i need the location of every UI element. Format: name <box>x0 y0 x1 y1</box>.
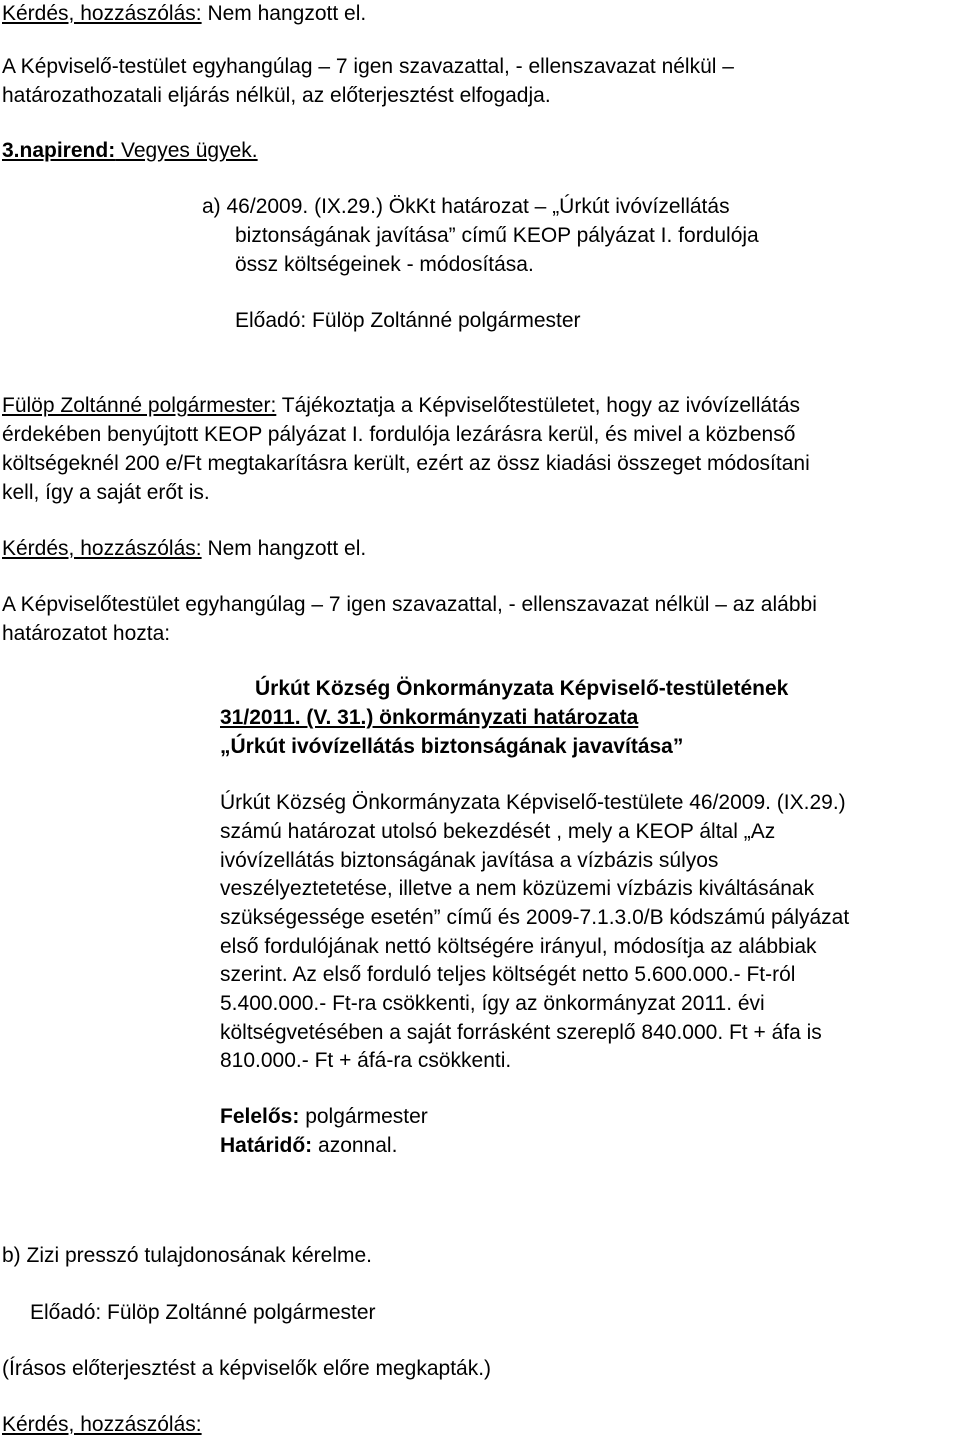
question-label: Kérdés, hozzászólás: <box>2 537 202 560</box>
question-value: Nem hangzott el. <box>201 537 367 560</box>
speech-line-3: költségeknél 200 e/Ft megtakarításra került, ezért az össz kiadási összeget módosítani <box>2 452 810 475</box>
speech-line-2: érdekében benyújtott KEOP pályázat I. fordulója lezárásra kerül, és mivel a közbenső <box>2 423 796 446</box>
presenter-b: Előadó: Fülöp Zoltánné polgármester <box>30 1301 376 1324</box>
responsible-value: polgármester <box>299 1105 428 1128</box>
resolution-body-line: ivóvízellátás biztonságának javítása a vízbázis súlyos <box>220 849 719 872</box>
agenda-title: Vegyes ügyek. <box>115 139 258 162</box>
item-b-title: b) Zizi presszó tulajdonosának kérelme. <box>2 1244 373 1267</box>
resolution-body-line: 810.000.- Ft + áfá-ra csökkenti. <box>220 1049 512 1072</box>
question-line-2 <box>2 536 366 562</box>
speech-line-4: kell, így a saját erőt is. <box>2 481 210 504</box>
question-label: Kérdés, hozzászólás: <box>2 1413 202 1436</box>
resolution-body-line: szükségessége esetén” című és 2009-7.1.3.0/B kódszámú pályázat <box>220 906 850 929</box>
agenda-heading <box>2 138 258 164</box>
question-label: Kérdés, hozzászólás: <box>2 2 202 25</box>
resolution-body-line: veszélyeztetetése, illetve a nem közüzemi vízbázis kiváltásának <box>220 877 815 900</box>
question-line-bottom <box>2 1412 202 1438</box>
resolution-title-3: „Úrkút ivóvízellátás biztonságának javavítása” <box>220 735 684 758</box>
vote-line-1: A Képviselő-testület egyhangúlag – 7 igen szavazattal, - ellenszavazat nélkül – <box>2 55 734 78</box>
written-proposal-note: (Írásos előterjesztést a képviselők előre megkapták.) <box>2 1357 492 1380</box>
item-a-line-2: biztonságának javítása” című KEOP pályázat I. fordulója <box>235 224 759 247</box>
speaker-name: Fülöp Zoltánné polgármester: <box>2 394 277 417</box>
item-a-line-1: a) 46/2009. (IX.29.) ÖkKt határozat – „Úrkút ivóvízellátás <box>202 195 730 218</box>
resolution-title-1: Úrkút Község Önkormányzata Képviselő-testületének <box>255 677 789 700</box>
question-value: Nem hangzott el. <box>201 2 367 25</box>
responsible-label: Felelős: <box>220 1105 300 1128</box>
deadline-value: azonnal. <box>312 1134 398 1157</box>
vote-line-2: határozathozatali eljárás nélkül, az előterjesztést elfogadja. <box>2 84 551 107</box>
item-a-line-3: össz költségeinek - módosítása. <box>235 253 534 276</box>
question-line-top <box>2 1 366 27</box>
resolution-body-line: első fordulójának nettó költségére irányul, módosítja az alábbiak <box>220 935 817 958</box>
resolution-title-2: 31/2011. (V. 31.) önkormányzati határozata <box>220 706 639 729</box>
resolution-body-line: Úrkút Község Önkormányzata Képviselő-testülete 46/2009. (IX.29.) <box>220 791 846 814</box>
deadline-line <box>220 1133 397 1159</box>
speech-text-1: Tájékoztatja a Képviselőtestületet, hogy az ivóvízellátás <box>276 394 801 417</box>
resolution-body-line: számú határozat utolsó bekezdését , mely a KEOP által „Az <box>220 820 776 843</box>
resolution-body-line: költségvetésében a saját forrásként szereplő 840.000. Ft + áfa is <box>220 1021 822 1044</box>
agenda-number: 3.napirend: <box>2 139 116 162</box>
vote2-line-1: A Képviselőtestület egyhangúlag – 7 igen szavazattal, - ellenszavazat nélkül – az alábbi <box>2 593 817 616</box>
resolution-body-line: szerint. Az első forduló teljes költségét netto 5.600.000.- Ft-ról <box>220 963 796 986</box>
deadline-label: Határidő: <box>220 1134 313 1157</box>
vote2-line-2: határozatot hozta: <box>2 622 171 645</box>
presenter-a: Előadó: Fülöp Zoltánné polgármester <box>235 309 581 332</box>
resolution-body-line: 5.400.000.- Ft-ra csökkenti, így az önkormányzat 2011. évi <box>220 992 765 1015</box>
responsible-line <box>220 1104 428 1130</box>
speech-line-1 <box>2 393 800 419</box>
